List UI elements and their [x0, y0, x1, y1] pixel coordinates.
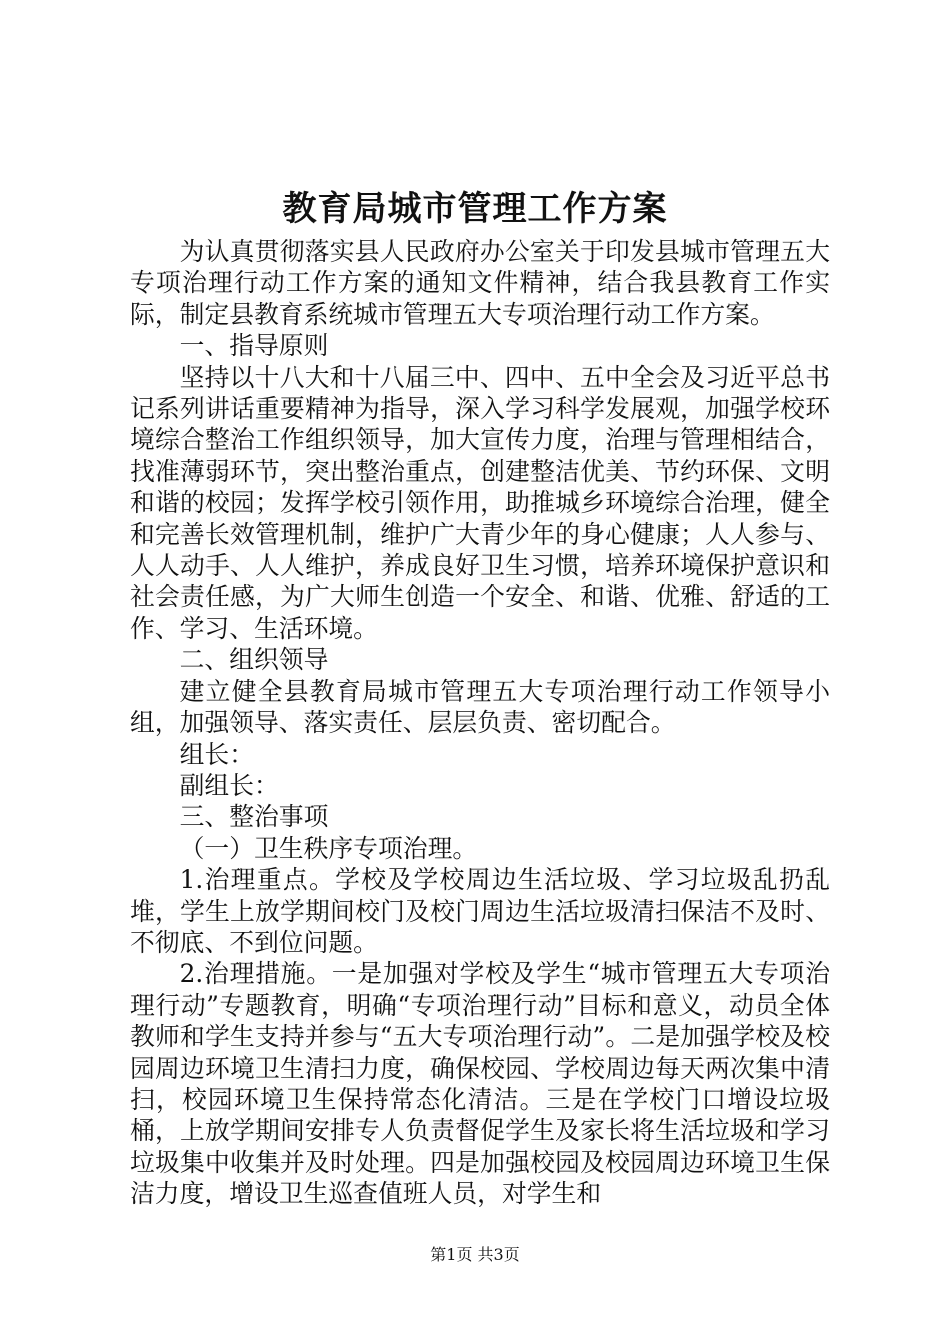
page-number-footer: 第1页 共3页: [430, 1245, 520, 1264]
paragraph-intro: 为认真贯彻落实县人民政府办公室关于印发县城市管理五大专项治理行动工作方案的通知文件精神，结合我县教育工作实际，制定县教育系统城市管理五大专项治理行动工作方案。: [130, 237, 830, 329]
section-heading-guiding-principles: 一、指导原则: [179, 331, 329, 361]
paragraph-measures: 2.治理措施。一是加强对学校及学生“城市管理五大专项治理行动”专题教育，明确“专项治理行动”目标和意义，动员全体教师和学生支持并参与“五大专项治理行动”。二是加强学校及校园周边环境卫生清扫力度，确保校园、学校周边每天两次集中清扫，校园环境卫生保持常态化清洁。三是在学校门口增设垃圾桶，上放学期间安排专人负责督促学生及家长将生活垃圾和学习垃圾集中收集并及时处理。四是加强校园及校园周边环境卫生保洁力度，增设卫生巡查值班人员，对学生和: [130, 959, 830, 1209]
section-heading-organization: 二、组织领导: [179, 645, 329, 675]
paragraph-focus: 1.治理重点。学校及学校周边生活垃圾、学习垃圾乱扔乱堆，学生上放学期间校门及校门周边生活垃圾清扫保洁不及时、不彻底、不到位问题。: [130, 865, 830, 957]
paragraph-guiding-principles: 坚持以十八大和十八届三中、四中、五中全会及习近平总书记系列讲话重要精神为指导，深入学习科学发展观，加强学校环境综合整治工作组织领导，加大宣传力度，治理与管理相结合，找准薄弱环节，突出整治重点，创建整洁优美、节约环保、文明和谐的校园；发挥学校引领作用，助推城乡环境综合治理，健全和完善长效管理机制，维护广大青少年的身心健康；人人参与、人人动手、人人维护，养成良好卫生习惯，培养环境保护意识和社会责任感，为广大师生创造一个安全、和谐、优雅、舒适的工作、学习、生活环境。: [130, 362, 830, 643]
document-body: [130, 236, 830, 1210]
line-group-leader: 组长：: [179, 739, 254, 769]
subsection-heading-sanitation: （一）卫生秩序专项治理。: [179, 833, 478, 863]
document-title: 教育局城市管理工作方案: [282, 189, 668, 229]
section-heading-rectification: 三、整治事项: [179, 802, 329, 832]
paragraph-organization: 建立健全县教育局城市管理五大专项治理行动工作领导小组，加强领导、落实责任、层层负责、密切配合。: [130, 676, 830, 738]
line-deputy-leader: 副组长：: [179, 770, 279, 800]
